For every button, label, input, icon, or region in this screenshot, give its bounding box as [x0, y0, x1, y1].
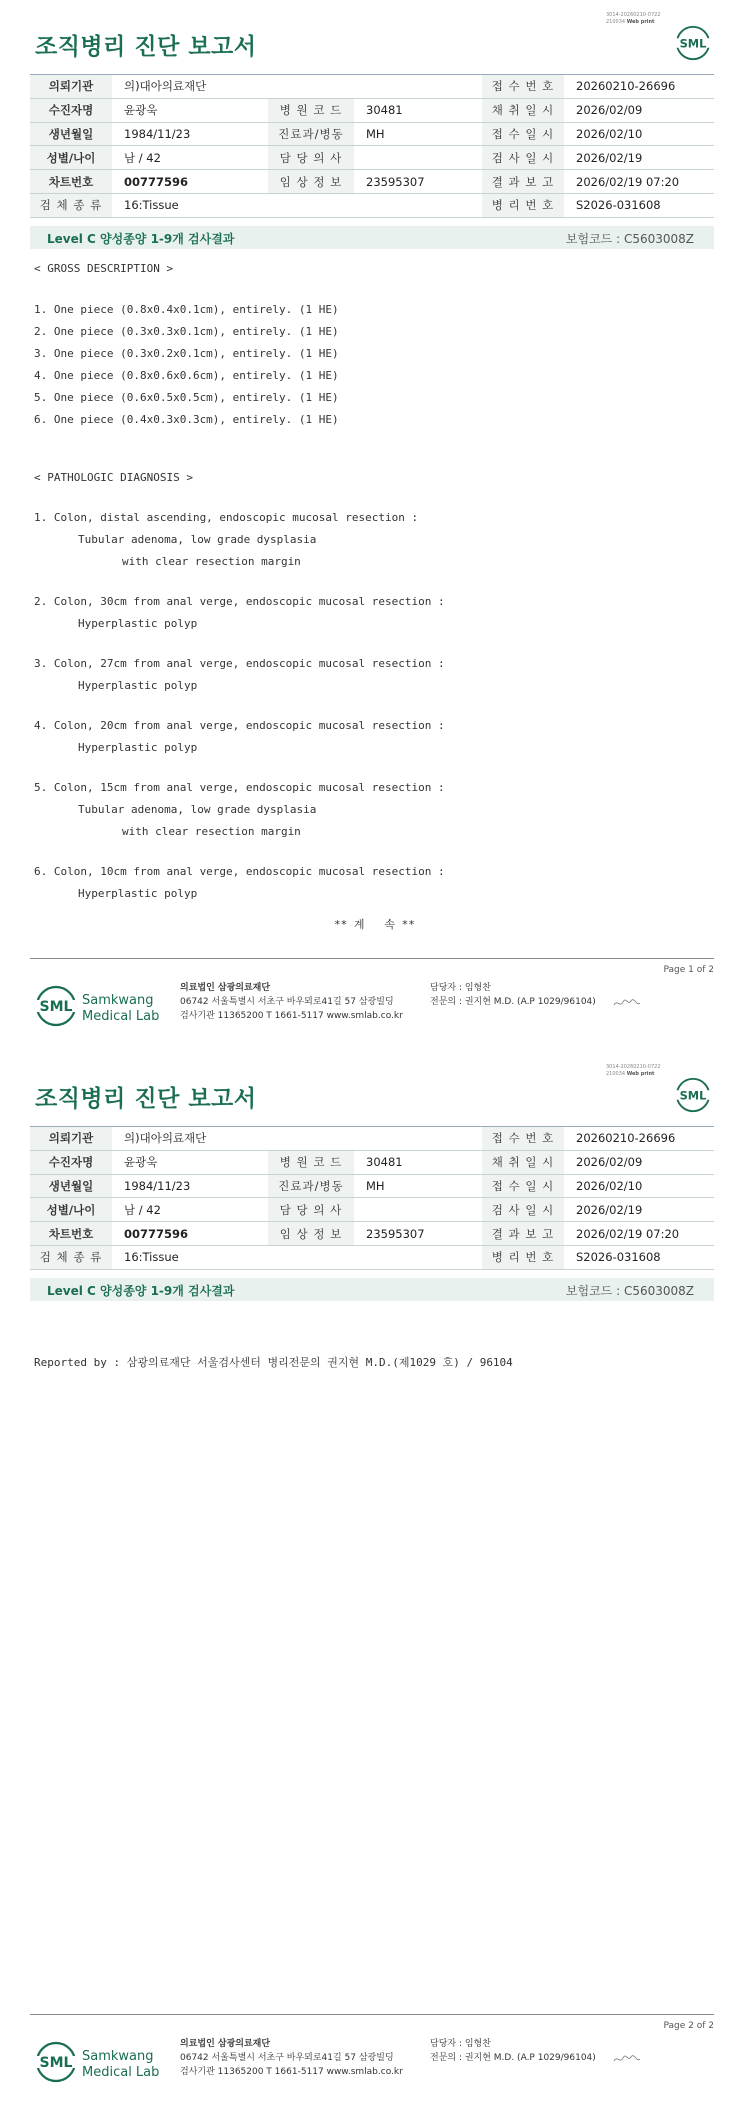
page-number: Page 2 of 2 — [663, 2021, 714, 2031]
pathologic-diagnosis-header: < PATHOLOGIC DIAGNOSIS > — [34, 471, 193, 484]
dept-value: MH — [354, 1174, 482, 1198]
birth-value: 1984/11/23 — [112, 122, 268, 146]
institution-value: 의)대아의료재단 — [112, 75, 482, 99]
patient-value: 윤광욱 — [112, 1150, 268, 1174]
diagnosis-margin: with clear resection margin — [122, 555, 301, 568]
dept-label: 진료과/병동 — [268, 122, 354, 146]
clinical-value: 23595307 — [354, 170, 482, 194]
footer-divider — [30, 2014, 714, 2015]
diagnosis-result: Tubular adenoma, low grade dysplasia — [78, 803, 317, 816]
receipt-no-value: 20260210-26696 — [564, 1127, 714, 1151]
gross-description-header: < GROSS DESCRIPTION > — [34, 262, 174, 275]
patient-info-table — [30, 74, 714, 218]
sml-logo-icon — [674, 24, 712, 62]
signature-icon — [612, 2052, 642, 2066]
clinical-label: 임 상 정 보 — [268, 1222, 354, 1246]
specialist-name: 전문의 : 권지현 M.D. (A.P 1029/96104) — [430, 997, 596, 1007]
sex-age-label: 성별/나이 — [30, 146, 112, 170]
patient-label: 수진자명 — [30, 1150, 112, 1174]
test-category-label: Level C 양성종양 1-9개 검사결과 — [47, 232, 235, 246]
result-label: 결 과 보 고 — [482, 1222, 564, 1246]
birth-value: 1984/11/23 — [112, 1174, 268, 1198]
collect-date-value: 2026/02/09 — [564, 1150, 714, 1174]
dept-label: 진료과/병동 — [268, 1174, 354, 1198]
hospital-code-label: 병 원 코 드 — [268, 1150, 354, 1174]
institution-label: 의뢰기관 — [30, 1127, 112, 1151]
footer-divider — [30, 958, 714, 959]
chart-value: 00777596 — [112, 170, 268, 194]
patient-value: 윤광욱 — [112, 98, 268, 122]
diagnosis-site: 1. Colon, distal ascending, endoscopic mucosal resection : — [34, 511, 419, 524]
org-license: 검사기관 11365200 T 1661-5117 www.smlab.co.kr — [180, 1011, 403, 1021]
chart-label: 차트번호 — [30, 1222, 112, 1246]
sex-age-value: 남 / 42 — [112, 146, 268, 170]
specialist-name: 전문의 : 권지현 M.D. (A.P 1029/96104) — [430, 2053, 596, 2063]
test-date-value: 2026/02/19 — [564, 146, 714, 170]
doctor-value — [354, 1198, 482, 1222]
logo-mark-text: SML — [39, 2055, 73, 2071]
specimen-label: 검 체 종 류 — [30, 1245, 112, 1269]
doctor-value — [354, 146, 482, 170]
diagnosis-result: Hyperplastic polyp — [78, 617, 198, 630]
hospital-code-value: 30481 — [354, 98, 482, 122]
print-meta — [606, 12, 661, 26]
sex-age-label: 성별/나이 — [30, 1198, 112, 1222]
specimen-label: 검 체 종 류 — [30, 193, 112, 217]
logo-line-1: Samkwang — [82, 993, 154, 1008]
sml-logo-icon — [674, 1076, 712, 1114]
patient-label: 수진자명 — [30, 98, 112, 122]
patient-info-table — [30, 1126, 714, 1270]
org-name: 의료법인 삼광의료재단 — [180, 2039, 271, 2049]
result-label: 결 과 보 고 — [482, 170, 564, 194]
logo-line-2: Medical Lab — [82, 1009, 160, 1024]
test-category-band — [30, 1278, 714, 1301]
chart-label: 차트번호 — [30, 170, 112, 194]
print-meta-id: 3014-20260210-0722 — [606, 1064, 661, 1070]
org-license: 검사기관 11365200 T 1661-5117 www.smlab.co.kr — [180, 2067, 403, 2077]
specimen-value: 16:Tissue — [112, 1245, 482, 1269]
gross-item: 4. One piece (0.8x0.6x0.6cm), entirely. (1 HE) — [34, 369, 339, 382]
test-date-label: 검 사 일 시 — [482, 146, 564, 170]
diagnosis-result: Hyperplastic polyp — [78, 887, 198, 900]
collect-date-label: 채 취 일 시 — [482, 1150, 564, 1174]
reported-by: Reported by : 삼광의료재단 서울검사센터 병리전문의 권지현 M.D.(제1029 호) / 96104 — [34, 1356, 513, 1369]
insurance-code: 보험코드 : C5603008Z — [565, 232, 694, 246]
birth-label: 생년월일 — [30, 122, 112, 146]
org-address: 06742 서울특별시 서초구 바우뫼로41길 57 삼광빌딩 — [180, 2053, 394, 2063]
test-category-label: Level C 양성종양 1-9개 검사결과 — [47, 1284, 235, 1298]
collect-date-label: 채 취 일 시 — [482, 98, 564, 122]
result-value: 2026/02/19 07:20 — [564, 170, 714, 194]
contact-info — [430, 981, 596, 1009]
print-meta-id: 3014-20260210-0722 — [606, 12, 661, 18]
diagnosis-site: 4. Colon, 20cm from anal verge, endoscopic mucosal resection : — [34, 719, 445, 732]
receipt-date-label: 접 수 일 시 — [482, 1174, 564, 1198]
signature-icon — [612, 996, 642, 1010]
insurance-code: 보험코드 : C5603008Z — [565, 1284, 694, 1298]
web-print-label: Web print — [626, 19, 655, 25]
samkwang-logo-icon — [36, 2038, 166, 2090]
continued-marker: ** 계 속 ** — [334, 918, 415, 931]
print-meta-code: 210034 — [606, 1071, 626, 1077]
pathology-no-label: 병 리 번 호 — [482, 193, 564, 217]
report-title: 조직병리 진단 보고서 — [35, 34, 257, 60]
pathology-no-label: 병 리 번 호 — [482, 1245, 564, 1269]
pathology-no-value: S2026-031608 — [564, 193, 714, 217]
hospital-code-value: 30481 — [354, 1150, 482, 1174]
report-title: 조직병리 진단 보고서 — [35, 1086, 257, 1112]
receipt-date-value: 2026/02/10 — [564, 1174, 714, 1198]
pathology-no-value: S2026-031608 — [564, 1245, 714, 1269]
test-date-label: 검 사 일 시 — [482, 1198, 564, 1222]
web-print-label: Web print — [626, 1071, 655, 1077]
logo-line-1: Samkwang — [82, 2049, 154, 2064]
test-date-value: 2026/02/19 — [564, 1198, 714, 1222]
staff-name: 담당자 : 임형찬 — [430, 2039, 491, 2049]
result-value: 2026/02/19 07:20 — [564, 1222, 714, 1246]
print-meta-code: 210034 — [606, 19, 626, 25]
report-page-2 — [0, 1052, 744, 2104]
doctor-label: 담 당 의 사 — [268, 1198, 354, 1222]
receipt-no-label: 접 수 번 호 — [482, 1127, 564, 1151]
logo-mark-text: SML — [39, 999, 73, 1015]
diagnosis-site: 6. Colon, 10cm from anal verge, endoscopic mucosal resection : — [34, 865, 445, 878]
diagnosis-site: 3. Colon, 27cm from anal verge, endoscopic mucosal resection : — [34, 657, 445, 670]
org-name: 의료법인 삼광의료재단 — [180, 983, 271, 993]
sml-logo-text: SML — [679, 36, 707, 51]
diagnosis-result: Hyperplastic polyp — [78, 679, 198, 692]
diagnosis-result: Tubular adenoma, low grade dysplasia — [78, 533, 317, 546]
print-meta — [606, 1064, 661, 1078]
organization-info — [180, 2037, 403, 2079]
gross-item: 2. One piece (0.3x0.3x0.1cm), entirely. (1 HE) — [34, 325, 339, 338]
doctor-label: 담 당 의 사 — [268, 146, 354, 170]
receipt-no-value: 20260210-26696 — [564, 75, 714, 99]
diagnosis-result: Hyperplastic polyp — [78, 741, 198, 754]
clinical-value: 23595307 — [354, 1222, 482, 1246]
org-address: 06742 서울특별시 서초구 바우뫼로41길 57 삼광빌딩 — [180, 997, 394, 1007]
page-number: Page 1 of 2 — [663, 965, 714, 975]
samkwang-logo-icon — [36, 982, 166, 1034]
institution-value: 의)대아의료재단 — [112, 1127, 482, 1151]
staff-name: 담당자 : 임형찬 — [430, 983, 491, 993]
gross-item: 5. One piece (0.6x0.5x0.5cm), entirely. (1 HE) — [34, 391, 339, 404]
clinical-label: 임 상 정 보 — [268, 170, 354, 194]
receipt-date-label: 접 수 일 시 — [482, 122, 564, 146]
sml-logo-text: SML — [679, 1088, 707, 1103]
receipt-date-value: 2026/02/10 — [564, 122, 714, 146]
gross-item: 3. One piece (0.3x0.2x0.1cm), entirely. (1 HE) — [34, 347, 339, 360]
diagnosis-site: 2. Colon, 30cm from anal verge, endoscopic mucosal resection : — [34, 595, 445, 608]
organization-info — [180, 981, 403, 1023]
chart-value: 00777596 — [112, 1222, 268, 1246]
collect-date-value: 2026/02/09 — [564, 98, 714, 122]
receipt-no-label: 접 수 번 호 — [482, 75, 564, 99]
specimen-value: 16:Tissue — [112, 193, 482, 217]
gross-item: 6. One piece (0.4x0.3x0.3cm), entirely. (1 HE) — [34, 413, 339, 426]
institution-label: 의뢰기관 — [30, 75, 112, 99]
birth-label: 생년월일 — [30, 1174, 112, 1198]
logo-line-2: Medical Lab — [82, 2065, 160, 2080]
dept-value: MH — [354, 122, 482, 146]
sex-age-value: 남 / 42 — [112, 1198, 268, 1222]
gross-item: 1. One piece (0.8x0.4x0.1cm), entirely. (1 HE) — [34, 303, 339, 316]
contact-info — [430, 2037, 596, 2065]
diagnosis-margin: with clear resection margin — [122, 825, 301, 838]
hospital-code-label: 병 원 코 드 — [268, 98, 354, 122]
test-category-band — [30, 226, 714, 249]
diagnosis-site: 5. Colon, 15cm from anal verge, endoscopic mucosal resection : — [34, 781, 445, 794]
